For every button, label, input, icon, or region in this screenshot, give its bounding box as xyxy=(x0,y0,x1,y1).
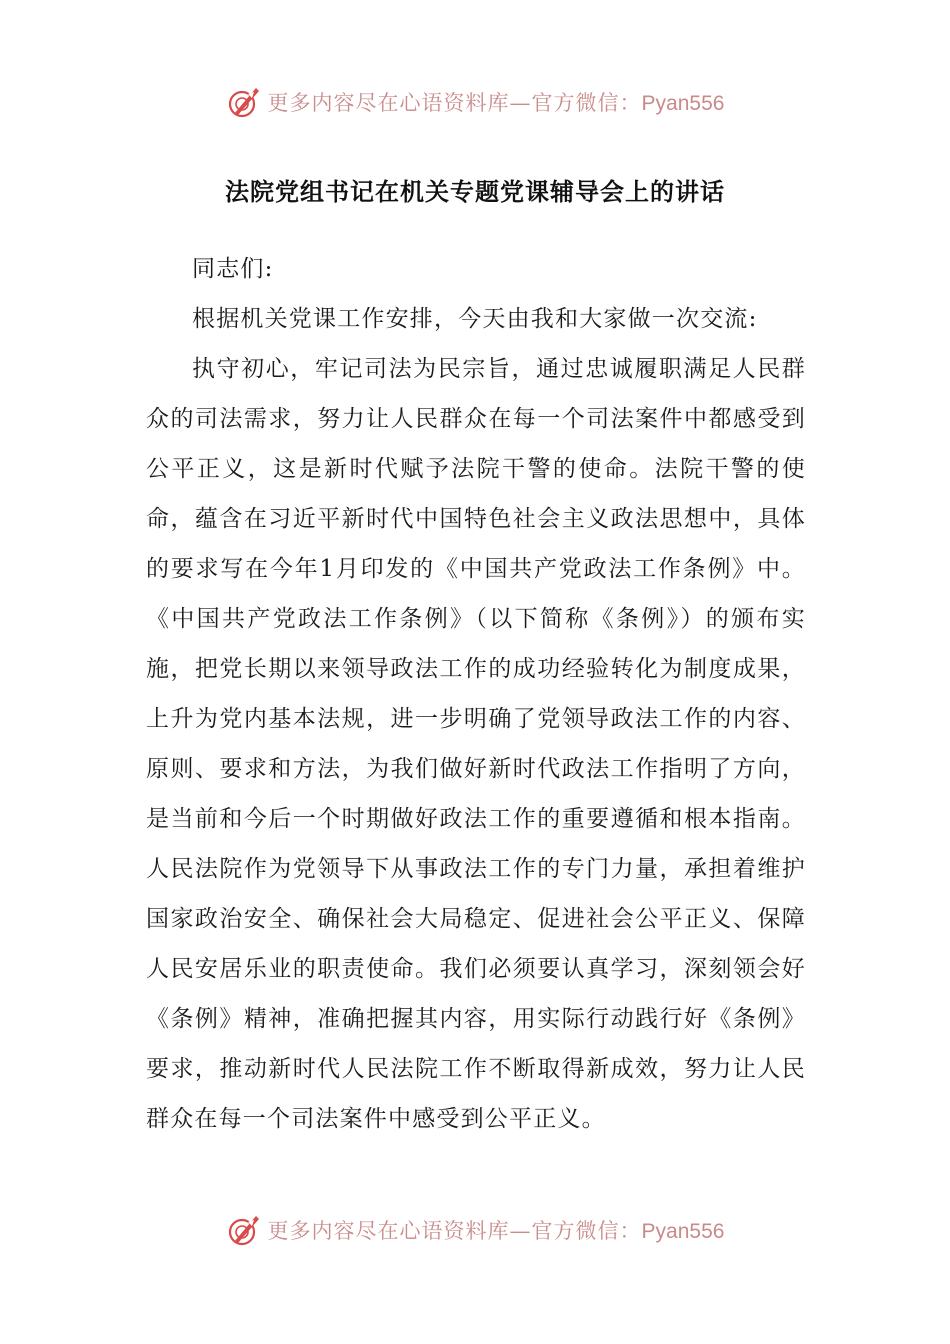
salutation-paragraph: 同志们: xyxy=(192,256,274,282)
quill-logo-icon xyxy=(226,1212,262,1248)
header-watermark xyxy=(0,80,950,124)
intro-paragraph: 根据机关党课工作安排，今天由我和大家做一次交流: xyxy=(192,306,758,332)
watermark-text: 更多内容尽在心语资料库—官方微信：Pyan556 xyxy=(267,1219,725,1243)
document-body xyxy=(146,244,806,1144)
quill-logo-icon xyxy=(226,84,262,120)
watermark-text: 更多内容尽在心语资料库—官方微信：Pyan556 xyxy=(267,91,725,115)
main-paragraph: 执守初心，牢记司法为民宗旨，通过忠诚履职满足人民群众的司法需求，努力让人民群众在每一个司法案件中都感受到公平正义，这是新时代赋予法院干警的使命。法院干警的使命，蕴含在习近平新时代中国特色社会主义政法思想中，具体的要求写在今年1月印发的《中国共产党政法工作条例》中。《中国共产党政法工作条例》（以下简称《条例》）的颁布实施，把党长期以来领导政法工作的成功经验转化为制度成果，上升为党内基本法规，进一步明确了党领导政法工作的内容、原则、要求和方法，为我们做好新时代政法工作指明了方向，是当前和今后一个时期做好政法工作的重要遵循和根本指南。人民法院作为党领导下从事政法工作的专门力量，承担着维护国家政治安全、确保社会大局稳定、促进社会公平正义、保障人民安居乐业的职责使命。我们必须要认真学习，深刻领会好《条例》精神，准确把握其内容，用实际行动践行好《条例》要求，推动新时代人民法院工作不断取得新成效，努力让人民群众在每一个司法案件中感受到公平正义。 xyxy=(146,356,806,1132)
document-title: 法院党组书记在机关专题党课辅导会上的讲话 xyxy=(225,177,725,206)
footer-watermark xyxy=(0,1208,950,1252)
